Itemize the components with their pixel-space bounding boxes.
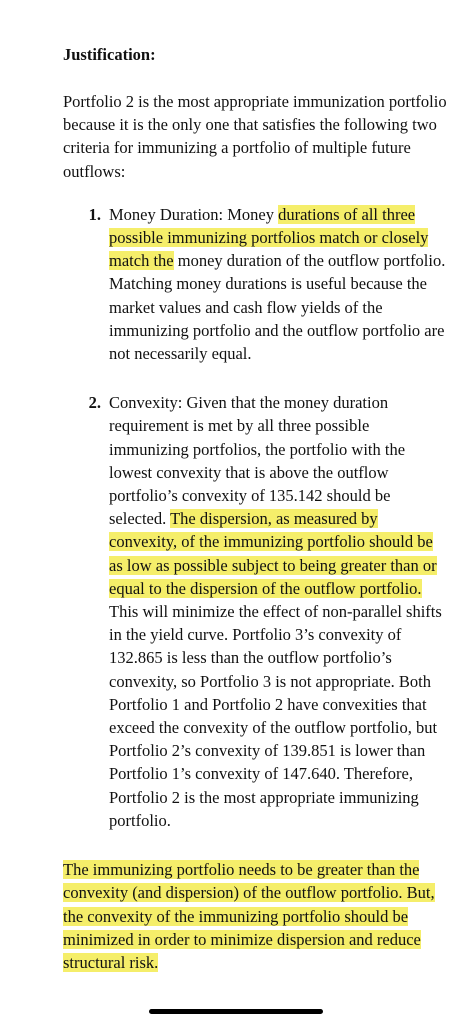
item-text-after: This will minimize the effect of non-parallel shifts in the yield curve. Portfolio 3’s convexity of 132.865 is less than the outflow portfolio’s convexity, so Portfolio 3 is not appropriate. Both Portfolio 1 and Portfolio 2 have convexities that exceed the convexity of the outflow portfolio, but Portfolio 2’s convexity of 139.851 is lower than Portfolio 1’s convexity of 147.640. Therefore, Portfolio 2 is the most appropriate immunizing portfolio. xyxy=(109,602,442,830)
list-item-convexity xyxy=(63,391,451,832)
list-item-text xyxy=(109,391,451,832)
item-text-before: Convexity: Given that the money duration requirement is met by all three possible immunizing portfolios, the portfolio with the lowest convexity that is above the outflow portfolio’s convexity of 135.142 should be selected. xyxy=(109,393,406,529)
highlighted-note xyxy=(63,858,451,974)
item-text-after: money duration of the outflow portfolio. Matching money durations is useful because the market values and cash flow yields of the immunizing portfolio and the outflow portfolio are not necessarily equal. xyxy=(109,251,446,364)
list-number: 1. xyxy=(88,204,101,224)
highlighted-text: durations of all three possible immunizing portfolios match or closely match the xyxy=(109,204,429,271)
criteria-list xyxy=(63,203,451,832)
home-indicator[interactable] xyxy=(149,1009,323,1014)
note-text: The immunizing portfolio needs to be greater than the convexity (and dispersion) of the outflow portfolio. But, the convexity of the immunizing portfolio should be minimized in order to minimize dispersion and reduce structural risk. xyxy=(63,860,435,972)
list-number: 2. xyxy=(88,393,101,413)
intro-paragraph: Portfolio 2 is the most appropriate immunization portfolio because it is the only one that satisfies the following two criteria for immunizing a portfolio of multiple future outflows: xyxy=(63,92,447,181)
justification-heading: Justification: xyxy=(63,45,156,64)
document-body xyxy=(63,44,451,974)
list-item-money-duration xyxy=(63,203,451,365)
item-text-before: Money Duration: Money xyxy=(109,204,279,224)
list-item-text xyxy=(109,203,451,365)
highlighted-text: The dispersion, as measured by convexity, of the immunizing portfolio should be as low as possible subject to being greater than or equal to the dispersion of the outflow portfolio. xyxy=(109,509,437,598)
